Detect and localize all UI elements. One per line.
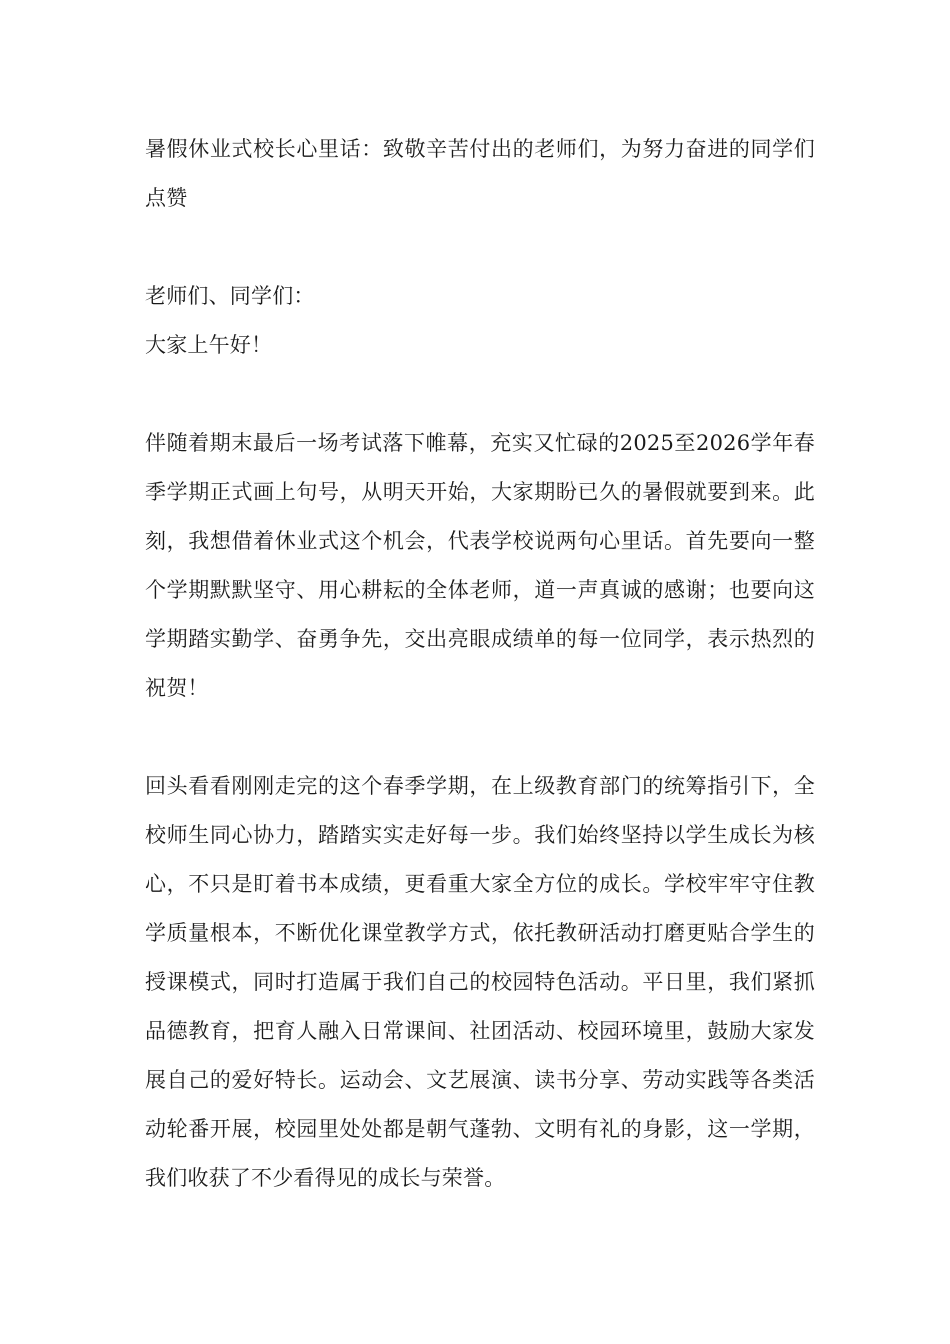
spacer xyxy=(145,223,815,272)
document-title: 暑假休业式校长心里话：致敬辛苦付出的老师们，为努力奋进的同学们点赞 xyxy=(145,137,815,210)
body-paragraph-1: 伴随着期末最后一场考试落下帷幕，充实又忙碌的2025至2026学年春季学期正式画上句号，从明天开始，大家期盼已久的暑假就要到来。此刻，我想借着休业式这个机会，代表学校说两句心里话。首先要向一整个学期默默坚守、用心耕耘的全体老师，道一声真诚的感谢；也要向这学期踏实勤学、奋勇争先，交出亮眼成绩单的每一位同学，表示热烈的祝贺！ xyxy=(145,431,815,700)
body-paragraph-2: 回头看看刚刚走完的这个春季学期，在上级教育部门的统筹指引下，全校师生同心协力，踏踏实实走好每一步。我们始终坚持以学生成长为核心，不只是盯着书本成绩，更看重大家全方位的成长。学校牢牢守住教学质量根本，不断优化课堂教学方式，依托教研活动打磨更贴合学生的授课模式，同时打造属于我们自己的校园特色活动。平日里，我们紧抓品德教育，把育人融入日常课间、社团活动、校园环境里，鼓励大家发展自己的爱好特长。运动会、文艺展演、读书分享、劳动实践等各类活动轮番开展，校园里处处都是朝气蓬勃、文明有礼的身影，这一学期，我们收获了不少看得见的成长与荣誉。 xyxy=(145,774,815,1190)
spacer xyxy=(145,713,815,762)
greeting: 大家上午好！ xyxy=(145,333,273,357)
salutation: 老师们、同学们： xyxy=(145,284,315,308)
document-page xyxy=(145,125,815,1203)
spacer xyxy=(145,370,815,419)
